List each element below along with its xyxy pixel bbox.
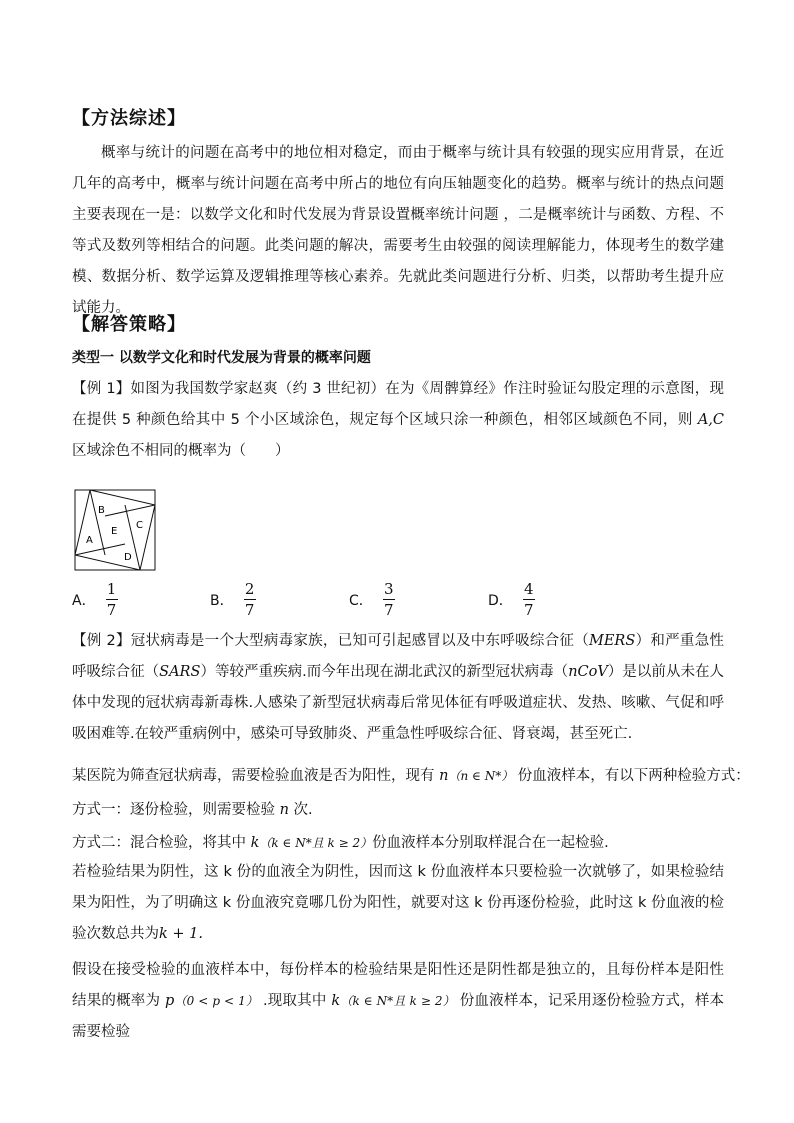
example2-result-paragraph: 若检验结果为阴性，这 k 份的血液全为阴性，因而这 k 份血液样本只要检验一次就够了，如果检验结果为阳性，为了明确这 k 份血液究竟哪几份为阳性，就要对这 k 份再逐份检验，此时这 k 份血液的检验次数总共为k + 1. (72, 864, 724, 942)
example1-question (72, 374, 724, 467)
example1-text-b: 区域涂色不相同的概率为（ ） (72, 443, 290, 459)
method-two-line: 方式二：混合检验，将其中 k（k ∈ N*且 k ≥ 2）份血液样本分别取样混合在一起检验. (72, 835, 609, 851)
region-e-label: E (111, 526, 118, 537)
option-c[interactable]: C． $\frac{3}{7}$ (349, 580, 394, 619)
example1-text-a: 【例 1】如图为我国数学家赵爽（约 3 世纪初）在为《周髀算经》作注时验证勾股定理的示意图，现在提供 5 种颜色给其中 5 个小区域涂色，规定每个区域只涂一种颜色，相邻区域颜色不同，则 (72, 381, 724, 428)
option-a[interactable]: A． $\frac{1}{7}$ (72, 580, 117, 619)
example2-sample-line: 某医院为筛查冠状病毒，需要检验血液是否为阳性，现有 n（n ∈ N*） 份血液样本，有以下两种检验方式： (72, 768, 750, 784)
zhao-shuang-diagram (74, 489, 156, 571)
option-b-fraction: $\frac{2}{7}$ (244, 580, 255, 619)
example1-options (72, 580, 724, 626)
mers-term: MERS (589, 633, 636, 649)
option-b[interactable]: B． $\frac{2}{7}$ (210, 580, 255, 619)
example2-intro: 【例 2】冠状病毒是一个大型病毒家族，已知可引起感冒以及中东呼吸综合征（MERS）和严重急性呼吸综合征（SARS）等较严重疾病.而今年出现在湖北武汉的新型冠状病毒（nCoV）是以前从未在人体中发现的冠状病毒新毒株.人感染了新型冠状病毒后常见体征有呼吸道症状、发热、咳嗽、气促和呼吸困难等.在较严重病例中，感染可导致肺炎、严重急性呼吸综合征、肾衰竭，甚至死亡. (72, 633, 725, 742)
region-d-label: D (124, 552, 132, 563)
method-heading: 【方法综述】 (72, 108, 186, 129)
region-c-label: C (136, 520, 143, 531)
option-a-fraction: $\frac{1}{7}$ (106, 580, 117, 619)
ncov-term: nCoV (568, 664, 608, 680)
option-d-fraction: $\frac{4}{7}$ (524, 580, 534, 619)
option-c-fraction: $\frac{3}{7}$ (384, 580, 394, 619)
example2-probability-paragraph: 假设在接受检验的血液样本中，每份样本的检验结果是阳性还是阴性都是独立的，且每份样本是阳性结果的概率为 p（0 < p < 1） .现取其中 k（k ∈ N*且 k ≥ 2） 份血液样本，记采用逐份检验方式，样本需要检验 (72, 962, 725, 1040)
method-paragraph: 概率与统计的问题在高考中的地位相对稳定，而由于概率与统计具有较强的现实应用背景，在近几年的高考中，概率与统计问题在高考中所占的地位有向压轴题变化的趋势。概率与统计的热点问题主要表现在一是：以数学文化和时代发展为背景设置概率统计问题 ，二是概率统计与函数、方程、不等式及数列等相结合的问题。此类问题的解决，需要考生由较强的阅读理解能力，体现考生的数学建模、数据分析、数学运算及逻辑推理等核心素养。先就此类问题进行分析、归类，以帮助考生提升应试能力。 (72, 145, 724, 316)
option-d[interactable]: D． $\frac{4}{7}$ (488, 580, 534, 619)
region-b-label: B (98, 505, 105, 516)
region-a-label: A (86, 535, 93, 546)
sars-term: SARS (159, 664, 201, 680)
method-one-line: 方式一：逐份检验，则需要检验 n 次. (72, 802, 313, 818)
triangle-leg-c (105, 505, 155, 516)
triangle-leg-a (75, 544, 125, 555)
type-one-heading: 类型一 以数学文化和时代发展为背景的概率问题 (72, 350, 371, 366)
strategy-heading: 【解答策略】 (72, 314, 186, 335)
example1-regions: A,C (697, 412, 724, 428)
